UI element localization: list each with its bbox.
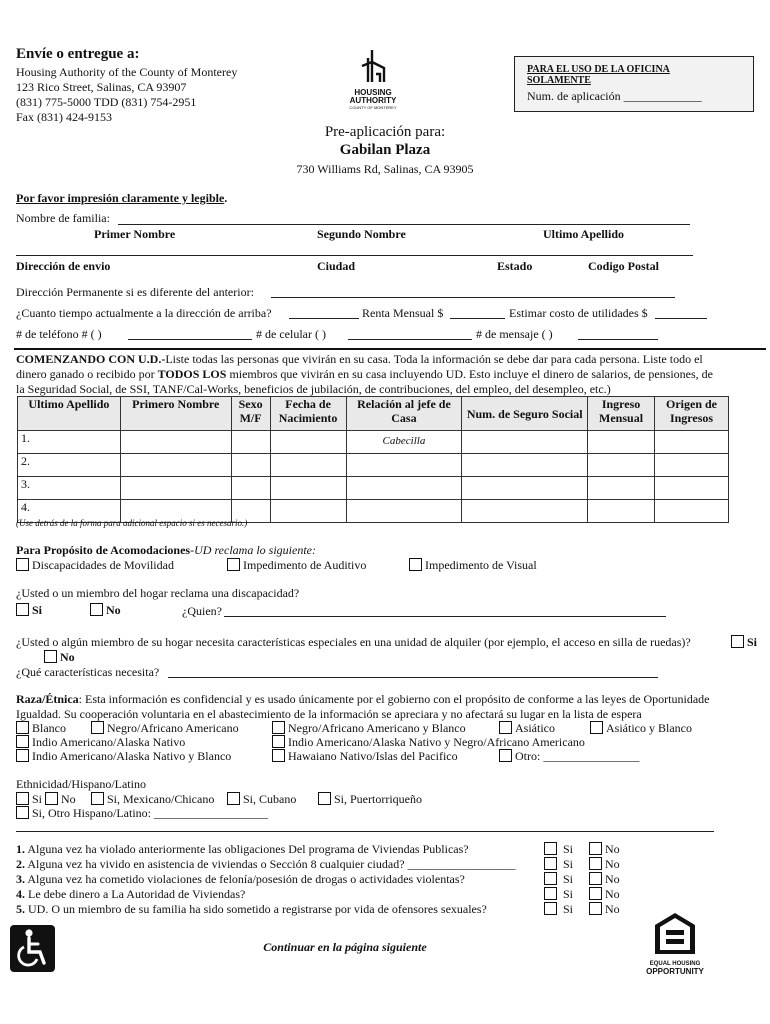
cell-first-name[interactable]	[120, 431, 231, 454]
family-name-field[interactable]	[118, 224, 690, 225]
cell-first-name[interactable]	[120, 454, 231, 477]
race-other[interactable]	[499, 749, 639, 764]
table-row[interactable]	[18, 431, 729, 454]
eth-no-checkbox[interactable]	[45, 792, 58, 805]
office-title-line-2: SOLAMENTE	[527, 75, 591, 86]
ethnicity-title: Ethnicidad/Hispano/Latino	[16, 777, 146, 791]
yes-label: Si	[563, 902, 574, 916]
print-note-text: Por favor impresión claramente y legible	[16, 191, 225, 205]
disability-yes[interactable]	[16, 603, 42, 618]
agency-phone: (831) 775-5000 TDD (831) 754-2951	[16, 95, 197, 109]
q3-no-checkbox[interactable]	[589, 872, 602, 885]
eth-other-label: Si, Otro Hispano/Latino: ___________________	[32, 806, 268, 820]
time-at-address-label: ¿Cuanto tiempo actualmente a la dirección de arriba?	[16, 306, 272, 320]
office-title-line-1: PARA EL USO DE LA OFICINA	[527, 64, 670, 75]
cell-sex[interactable]	[231, 477, 270, 500]
race-black-white-label: Negro/Africano Americano y Blanco	[288, 721, 466, 735]
race-native-black[interactable]	[272, 735, 585, 750]
cell-ssn[interactable]	[462, 454, 588, 477]
eth-no[interactable]	[45, 792, 76, 807]
household-table	[17, 396, 729, 523]
rent-label: Renta Mensual $	[362, 306, 444, 320]
cell-income-source[interactable]	[655, 477, 729, 500]
race-asian-checkbox[interactable]	[499, 721, 512, 734]
q3-no[interactable]	[589, 872, 620, 887]
question-text: Le debe dinero a La Autoridad de Viviendas?	[28, 887, 246, 901]
race-black-white-checkbox[interactable]	[272, 721, 285, 734]
eth-mexican[interactable]	[91, 792, 214, 807]
household-intro-text-2c: miembros que vivirán en su casa incluyendo UD. Esto incluye el dinero de salarios, de pensiones, de	[226, 367, 713, 381]
no-label: No	[605, 872, 620, 886]
cell-relation[interactable]	[346, 454, 462, 477]
q3-yes-checkbox[interactable]	[544, 872, 557, 885]
logo-text-county: COUNTY OF MONTEREY	[349, 105, 397, 110]
last-name-label: Ultimo Apellido	[543, 227, 625, 241]
hearing-label: Impedimento de Auditivo	[243, 558, 367, 572]
accommodations-title-bold: Para Propósito de Acomodaciones	[16, 543, 191, 557]
features-no-checkbox[interactable]	[44, 650, 57, 663]
col-first-name: Primero Nombre	[120, 397, 231, 431]
continue-note: Continuar en la página siguiente	[263, 940, 427, 954]
eth-other-checkbox[interactable]	[16, 806, 29, 819]
eth-yes-label: Si	[32, 792, 43, 806]
col-monthly-income: Ingreso Mensual	[588, 397, 655, 431]
race-hawaiian-checkbox[interactable]	[272, 749, 285, 762]
head-of-house-cell: Cabecilla	[346, 431, 462, 454]
no-label: No	[605, 887, 620, 901]
eth-puerto-rican[interactable]	[318, 792, 422, 807]
mail-address-label: Dirección de envio	[16, 259, 111, 273]
hearing-checkbox[interactable]	[227, 558, 240, 571]
accommodations-title-italic: -UD reclama lo siguiente:	[190, 543, 316, 557]
race-asian[interactable]	[499, 721, 555, 736]
cell-birth-date[interactable]	[270, 431, 346, 454]
household-intro-all: TODOS LOS	[157, 367, 227, 381]
first-name-label: Primer Nombre	[94, 227, 176, 241]
cell-income[interactable]	[588, 500, 655, 523]
zip-label: Codigo Postal	[588, 259, 660, 273]
disability-question: ¿Usted o un miembro del hogar reclama una discapacidad?	[16, 586, 300, 600]
logo-text-housing: HOUSING	[354, 88, 392, 97]
family-name-label: Nombre de familia:	[16, 211, 110, 225]
q5-yes[interactable]	[544, 902, 573, 917]
q2-yes[interactable]	[544, 857, 573, 872]
question-number: 1.	[16, 842, 25, 856]
question-3	[16, 872, 465, 887]
household-intro-text-2a: dinero ganado o recibido por	[16, 367, 158, 381]
question-number: 4.	[16, 887, 25, 901]
no-label: No	[605, 857, 620, 871]
rent-field[interactable]	[450, 318, 505, 319]
yes-label: Si	[563, 872, 574, 886]
mobility-label: Discapacidades de Movilidad	[32, 558, 174, 572]
eth-yes[interactable]	[16, 792, 42, 807]
household-header-row	[18, 397, 729, 431]
col-birth-date: Fecha de Nacimiento	[270, 397, 346, 431]
features-yes[interactable]	[731, 635, 757, 650]
q4-no[interactable]	[589, 887, 620, 902]
eth-puerto-rican-label: Si, Puertorriqueño	[334, 792, 422, 806]
logo-text-authority: AUTHORITY	[349, 96, 397, 105]
send-title: Envíe o entregue a:	[16, 46, 140, 62]
race-native-black-checkbox[interactable]	[272, 735, 285, 748]
equal-housing-icon	[652, 910, 698, 956]
who-field[interactable]	[224, 616, 666, 617]
race-black-white[interactable]	[272, 721, 466, 736]
yes-label: Si	[563, 842, 574, 856]
hearing-option[interactable]	[227, 558, 366, 573]
message-label: # de mensaje ( )	[476, 327, 553, 341]
state-label: Estado	[497, 259, 533, 273]
question-2	[16, 857, 516, 872]
household-intro-text-1: Liste todas las personas que vivirán en su casa. Toda la información se debe dar para cada persona. Liste todo el	[165, 352, 703, 366]
phone-label: # de teléfono # ( )	[16, 327, 102, 341]
yes-label: Si	[563, 857, 574, 871]
question-text: Alguna vez ha violado anteriormente las obligaciones Del programa de Viviendas Publicas?	[27, 842, 469, 856]
row-number: 4.	[18, 500, 121, 523]
household-intro-line-3: la Seguridad Social, de SSI, TANF/Cal-Works, beneficios de jubilación, de contribuciones, del empleo, del desempleo, etc.)	[16, 382, 611, 396]
q5-yes-checkbox[interactable]	[544, 902, 557, 915]
q2-yes-checkbox[interactable]	[544, 857, 557, 870]
city-label: Ciudad	[317, 259, 356, 273]
agency-name: Housing Authority of the County of Monterey	[16, 65, 238, 79]
office-use-box	[514, 56, 754, 112]
utilities-label: Estimar costo de utilidades $	[509, 306, 648, 320]
cell-ssn[interactable]	[462, 431, 588, 454]
race-native-white-label: Indio Americano/Alaska Nativo y Blanco	[32, 749, 232, 763]
race-title: Raza/Étnica	[16, 692, 79, 706]
race-native-checkbox[interactable]	[16, 735, 29, 748]
cell-sex[interactable]	[231, 454, 270, 477]
question-4	[16, 887, 245, 902]
row-number: 1.	[18, 431, 121, 454]
disability-yes-label: Si	[32, 603, 43, 617]
race-black-checkbox[interactable]	[91, 721, 104, 734]
disability-yes-checkbox[interactable]	[16, 603, 29, 616]
cell-first-name[interactable]	[120, 477, 231, 500]
race-asian-label: Asiático	[515, 721, 555, 735]
mobility-checkbox[interactable]	[16, 558, 29, 571]
household-intro-bold: COMENZANDO CON U.D.-	[16, 352, 166, 366]
table-row[interactable]	[18, 454, 729, 477]
phone-field[interactable]	[128, 339, 252, 340]
disability-no-checkbox[interactable]	[90, 603, 103, 616]
who-label: ¿Quien?	[182, 604, 222, 618]
q5-no[interactable]	[589, 902, 620, 917]
section-divider-2	[16, 831, 714, 832]
race-intro-line-1	[16, 692, 766, 707]
question-number: 2.	[16, 857, 25, 871]
race-asian-white-label: Asiático y Blanco	[606, 721, 692, 735]
accommodations-title	[16, 543, 316, 558]
household-intro-line-1	[16, 352, 766, 367]
cell-ssn[interactable]	[462, 500, 588, 523]
eth-cuban[interactable]	[227, 792, 296, 807]
disability-no[interactable]	[90, 603, 121, 618]
question-text: Alguna vez ha cometido violaciones de felonía/posesión de drogas o actividades violentas?	[27, 872, 465, 886]
race-native-white-checkbox[interactable]	[16, 749, 29, 762]
answers-no-column	[589, 842, 620, 917]
race-native-white[interactable]	[16, 749, 231, 764]
time-at-address-field[interactable]	[289, 318, 359, 319]
question-text: UD. O un miembro de su familia ha sido sometido a registrarse por vida de ofensores sexuales?	[28, 902, 487, 916]
col-sex: Sexo M/F	[231, 397, 270, 431]
house-logo-icon	[358, 48, 388, 84]
no-label: No	[605, 902, 620, 916]
agency-street: 123 Rico Street, Salinas, CA 93907	[16, 80, 187, 94]
cell-birth-date[interactable]	[270, 454, 346, 477]
race-text-1: : Esta información es confidencial y es usado únicamente por el gobierno con el propósito de conforme a las leyes de Oportunidade	[78, 692, 710, 706]
race-intro	[16, 692, 766, 722]
race-hawaiian[interactable]	[272, 749, 458, 764]
race-native[interactable]	[16, 735, 185, 750]
office-title	[527, 64, 670, 86]
race-white-label: Blanco	[32, 721, 66, 735]
table-note: (Use detrás de la forma para adicional espacio si es necesario.)	[16, 518, 248, 528]
eho-text-1: EQUAL HOUSING	[649, 961, 701, 967]
col-income-source: Origen de Ingresos	[655, 397, 729, 431]
question-number: 5.	[16, 902, 25, 916]
eth-puerto-rican-checkbox[interactable]	[318, 792, 331, 805]
features-no[interactable]	[44, 650, 75, 665]
q4-yes[interactable]	[544, 887, 573, 902]
row-number: 3.	[18, 477, 121, 500]
print-note-dot: .	[224, 191, 228, 205]
no-label: No	[605, 842, 620, 856]
eth-mexican-label: Si, Mexicano/Chicano	[107, 792, 215, 806]
col-last-name: Ultimo Apellido	[18, 397, 121, 431]
eth-cuban-checkbox[interactable]	[227, 792, 240, 805]
row-number: 2.	[18, 454, 121, 477]
mail-address-field[interactable]	[16, 255, 693, 256]
race-asian-white-checkbox[interactable]	[590, 721, 603, 734]
agency-block	[16, 65, 237, 125]
eth-mexican-checkbox[interactable]	[91, 792, 104, 805]
eth-other[interactable]	[16, 806, 268, 821]
q4-yes-checkbox[interactable]	[544, 887, 557, 900]
equal-housing-logo	[643, 910, 707, 976]
race-asian-white[interactable]	[590, 721, 692, 736]
cell-relation[interactable]	[346, 500, 462, 523]
perm-address-label: Dirección Permanente si es diferente del anterior:	[16, 285, 254, 299]
property-address: 730 Williams Rd, Salinas, CA 93905	[296, 162, 474, 176]
race-white-checkbox[interactable]	[16, 721, 29, 734]
visual-label: Impedimento de Visual	[425, 558, 537, 572]
perm-address-field[interactable]	[271, 297, 675, 298]
q1-no[interactable]	[589, 842, 620, 857]
question-text: Alguna vez ha vivido en asistencia de viviendas o Sección 8 cualquier ciudad? __________________	[27, 857, 516, 871]
cell-birth-date[interactable]	[270, 477, 346, 500]
features-yes-checkbox[interactable]	[731, 635, 744, 648]
office-app-number: Num. de aplicación _____________	[527, 89, 702, 103]
race-hawaiian-label: Hawaiano Nativo/Islas del Pacifico	[288, 749, 458, 763]
property-name: Gabilan Plaza	[339, 142, 431, 158]
eth-no-label: No	[61, 792, 76, 806]
q2-no[interactable]	[589, 857, 620, 872]
race-intro-line-2: Igualdad. Su cooperación voluntaria en el abastecimiento de la información se apreciara y no afectará su lugar en la lista de espera	[16, 707, 642, 721]
race-black[interactable]	[91, 721, 239, 736]
housing-authority-logo	[345, 48, 401, 110]
race-white[interactable]	[16, 721, 66, 736]
cell-relation[interactable]	[346, 477, 462, 500]
race-black-label: Negro/Africano Americano	[107, 721, 239, 735]
cell-income-source[interactable]	[655, 454, 729, 477]
eho-text-2: OPPORTUNITY	[646, 967, 704, 976]
cell-ssn[interactable]	[462, 477, 588, 500]
features-question: ¿Usted o algún miembro de su hogar necesita características especiales en una unidad de alquiler (por ejemplo, el acceso en silla de ruedas)?	[16, 635, 691, 649]
cell-birth-date[interactable]	[270, 500, 346, 523]
cell-sex[interactable]	[231, 431, 270, 454]
race-native-black-label: Indio Americano/Alaska Nativo y Negro/Africano Americano	[288, 735, 585, 749]
col-ssn: Num. de Seguro Social	[462, 397, 588, 431]
q4-no-checkbox[interactable]	[589, 887, 602, 900]
answers-yes-column	[544, 842, 573, 917]
question-1	[16, 842, 469, 857]
cell-income[interactable]	[588, 431, 655, 454]
q1-yes[interactable]	[544, 842, 573, 857]
message-field[interactable]	[578, 339, 658, 340]
features-yes-label: Si	[747, 635, 758, 649]
household-intro	[16, 352, 766, 397]
agency-fax: Fax (831) 424-9153	[16, 110, 112, 124]
pre-app-title: Pre-aplicación para:	[324, 124, 446, 140]
cell-label: # de celular ( )	[256, 327, 326, 341]
eth-cuban-label: Si, Cubano	[243, 792, 297, 806]
middle-name-label: Segundo Nombre	[317, 227, 406, 241]
visual-option[interactable]	[409, 558, 537, 573]
race-native-label: Indio Americano/Alaska Nativo	[32, 735, 186, 749]
race-other-checkbox[interactable]	[499, 749, 512, 762]
print-note	[16, 191, 227, 206]
q5-no-checkbox[interactable]	[589, 902, 602, 915]
cell-field[interactable]	[348, 339, 472, 340]
which-features-field[interactable]	[168, 677, 658, 678]
q1-yes-checkbox[interactable]	[544, 842, 557, 855]
section-divider	[14, 348, 766, 350]
q1-no-checkbox[interactable]	[589, 842, 602, 855]
race-other-label: Otro: ________________	[515, 749, 640, 763]
features-no-label: No	[60, 650, 75, 664]
table-row[interactable]	[18, 477, 729, 500]
cell-income[interactable]	[588, 454, 655, 477]
question-number: 3.	[16, 872, 25, 886]
eth-yes-checkbox[interactable]	[16, 792, 29, 805]
which-features-label: ¿Qué características necesita?	[16, 665, 160, 679]
q3-yes[interactable]	[544, 872, 573, 887]
mobility-option[interactable]	[16, 558, 174, 573]
yes-label: Si	[563, 887, 574, 901]
disability-no-label: No	[106, 603, 121, 617]
visual-checkbox[interactable]	[409, 558, 422, 571]
cell-income[interactable]	[588, 477, 655, 500]
household-intro-line-2	[16, 367, 766, 382]
cell-income-source[interactable]	[655, 500, 729, 523]
utilities-field[interactable]	[655, 318, 707, 319]
question-5	[16, 902, 487, 917]
cell-income-source[interactable]	[655, 431, 729, 454]
col-relation: Relación al jefe de Casa	[346, 397, 462, 431]
q2-no-checkbox[interactable]	[589, 857, 602, 870]
